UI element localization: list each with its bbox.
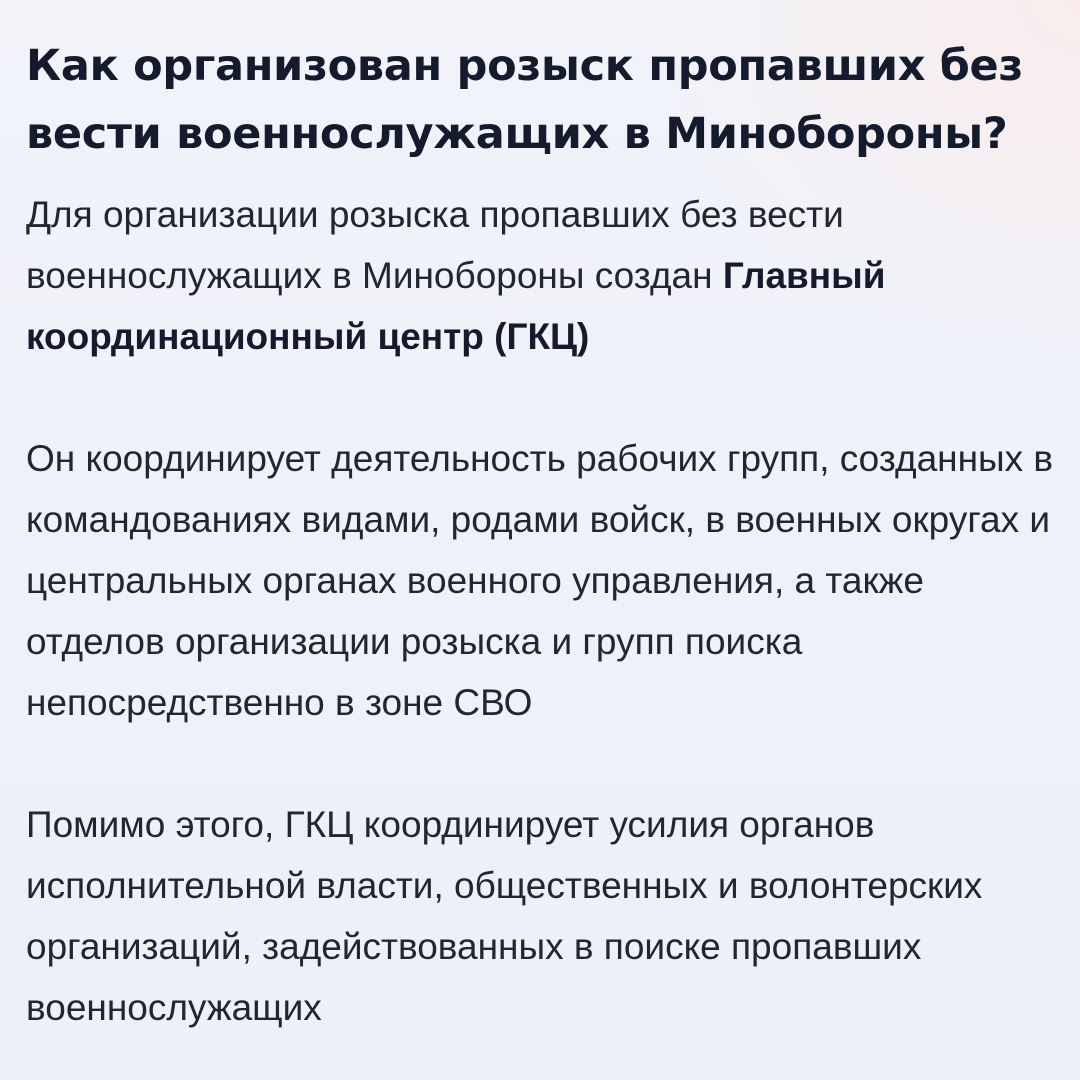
paragraph-intro-text: Для организации розыска пропавших без вести военнослужащих в Минобороны создан xyxy=(26,194,844,296)
paragraph-intro-bold: Главный координационный центр (ГКЦ) xyxy=(26,255,886,357)
card-body xyxy=(26,184,1054,1038)
card-title: Как организован розыск пропавших без вести военнослужащих в Минобороны? xyxy=(26,41,1024,159)
paragraph-intro xyxy=(26,184,1054,367)
paragraph-additional: Помимо этого, ГКЦ координирует усилия органов исполнительной власти, общественных и волонтерских организаций, задействованных в поиске пропавших военнослужащих xyxy=(26,804,983,1028)
paragraph-coordination: Он координирует деятельность рабочих групп, созданных в командованиях видами, родами войск, в военных округах и центральных органах военного управления, а также отделов организации розыска и групп поиска непосредственно в зоне СВО xyxy=(26,438,1054,723)
